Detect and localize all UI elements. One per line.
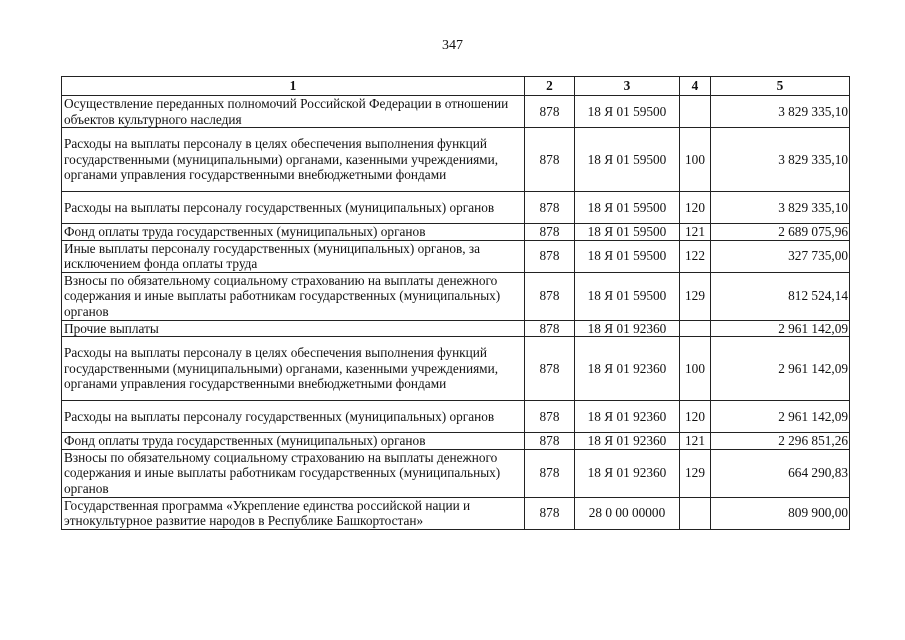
table-header — [62, 77, 850, 96]
row-amount: 3 829 335,10 — [711, 192, 850, 224]
row-amount: 2 961 142,09 — [711, 401, 850, 433]
header-col-2: 2 — [525, 77, 575, 96]
row-amount: 812 524,14 — [711, 272, 850, 320]
row-name: Осуществление переданных полномочий Российской Федерации в отношении объектов культурного наследия — [62, 96, 525, 128]
row-name: Государственная программа «Укрепление единства российской нации и этнокультурное развитие народов в Республике Башкортостан» — [62, 497, 525, 529]
table-row — [62, 192, 850, 224]
row-expense-type: 121 — [680, 224, 711, 241]
table-row — [62, 96, 850, 128]
row-ved-code: 878 — [525, 240, 575, 272]
row-expense-type: 122 — [680, 240, 711, 272]
row-amount: 809 900,00 — [711, 497, 850, 529]
header-col-5: 5 — [711, 77, 850, 96]
header-col-1: 1 — [62, 77, 525, 96]
row-ved-code: 878 — [525, 320, 575, 337]
row-target-article: 28 0 00 00000 — [575, 497, 680, 529]
row-expense-type: 120 — [680, 192, 711, 224]
row-expense-type: 100 — [680, 337, 711, 401]
row-ved-code: 878 — [525, 224, 575, 241]
row-target-article: 18 Я 01 59500 — [575, 224, 680, 241]
row-ved-code: 878 — [525, 272, 575, 320]
header-row — [62, 77, 850, 96]
table-row — [62, 224, 850, 241]
table-row — [62, 320, 850, 337]
table-row — [62, 272, 850, 320]
row-target-article: 18 Я 01 92360 — [575, 320, 680, 337]
row-expense-type: 129 — [680, 272, 711, 320]
row-ved-code: 878 — [525, 192, 575, 224]
row-expense-type — [680, 320, 711, 337]
row-expense-type: 120 — [680, 401, 711, 433]
row-amount: 2 961 142,09 — [711, 320, 850, 337]
row-expense-type: 100 — [680, 128, 711, 192]
row-name: Расходы на выплаты персоналу в целях обеспечения выполнения функций государственными (муниципальными) органами, казенными учреждениями, органами управления государственными внебюджетными фондами — [62, 337, 525, 401]
row-name: Фонд оплаты труда государственных (муниципальных) органов — [62, 433, 525, 450]
table-row — [62, 449, 850, 497]
table-row — [62, 497, 850, 529]
header-col-3: 3 — [575, 77, 680, 96]
row-ved-code: 878 — [525, 433, 575, 450]
row-expense-type — [680, 497, 711, 529]
row-target-article: 18 Я 01 59500 — [575, 192, 680, 224]
row-ved-code: 878 — [525, 128, 575, 192]
row-ved-code: 878 — [525, 96, 575, 128]
row-expense-type — [680, 96, 711, 128]
row-target-article: 18 Я 01 92360 — [575, 401, 680, 433]
row-ved-code: 878 — [525, 401, 575, 433]
table-row — [62, 240, 850, 272]
row-name: Расходы на выплаты персоналу государственных (муниципальных) органов — [62, 192, 525, 224]
row-expense-type: 121 — [680, 433, 711, 450]
page-number: 347 — [442, 38, 463, 53]
row-name: Прочие выплаты — [62, 320, 525, 337]
row-ved-code: 878 — [525, 337, 575, 401]
row-amount: 664 290,83 — [711, 449, 850, 497]
table-row — [62, 433, 850, 450]
table-row — [62, 337, 850, 401]
row-name: Фонд оплаты труда государственных (муниципальных) органов — [62, 224, 525, 241]
table-body — [62, 96, 850, 530]
table-row — [62, 128, 850, 192]
row-name: Взносы по обязательному социальному страхованию на выплаты денежного содержания и иные выплаты работникам государственных (муниципальных) органов — [62, 272, 525, 320]
row-amount: 3 829 335,10 — [711, 128, 850, 192]
row-target-article: 18 Я 01 59500 — [575, 240, 680, 272]
row-expense-type: 129 — [680, 449, 711, 497]
row-target-article: 18 Я 01 59500 — [575, 96, 680, 128]
row-target-article: 18 Я 01 92360 — [575, 433, 680, 450]
row-target-article: 18 Я 01 59500 — [575, 272, 680, 320]
row-name: Взносы по обязательному социальному страхованию на выплаты денежного содержания и иные выплаты работникам государственных (муниципальных) органов — [62, 449, 525, 497]
row-name: Иные выплаты персоналу государственных (муниципальных) органов, за исключением фонда оплаты труда — [62, 240, 525, 272]
header-col-4: 4 — [680, 77, 711, 96]
row-ved-code: 878 — [525, 497, 575, 529]
row-amount: 3 829 335,10 — [711, 96, 850, 128]
row-amount: 2 961 142,09 — [711, 337, 850, 401]
row-amount: 327 735,00 — [711, 240, 850, 272]
row-amount: 2 296 851,26 — [711, 433, 850, 450]
table-row — [62, 401, 850, 433]
row-target-article: 18 Я 01 92360 — [575, 449, 680, 497]
row-name: Расходы на выплаты персоналу в целях обеспечения выполнения функций государственными (муниципальными) органами, казенными учреждениями, органами управления государственными внебюджетными фондами — [62, 128, 525, 192]
budget-table — [61, 76, 850, 530]
row-amount: 2 689 075,96 — [711, 224, 850, 241]
row-target-article: 18 Я 01 59500 — [575, 128, 680, 192]
row-name: Расходы на выплаты персоналу государственных (муниципальных) органов — [62, 401, 525, 433]
row-target-article: 18 Я 01 92360 — [575, 337, 680, 401]
row-ved-code: 878 — [525, 449, 575, 497]
